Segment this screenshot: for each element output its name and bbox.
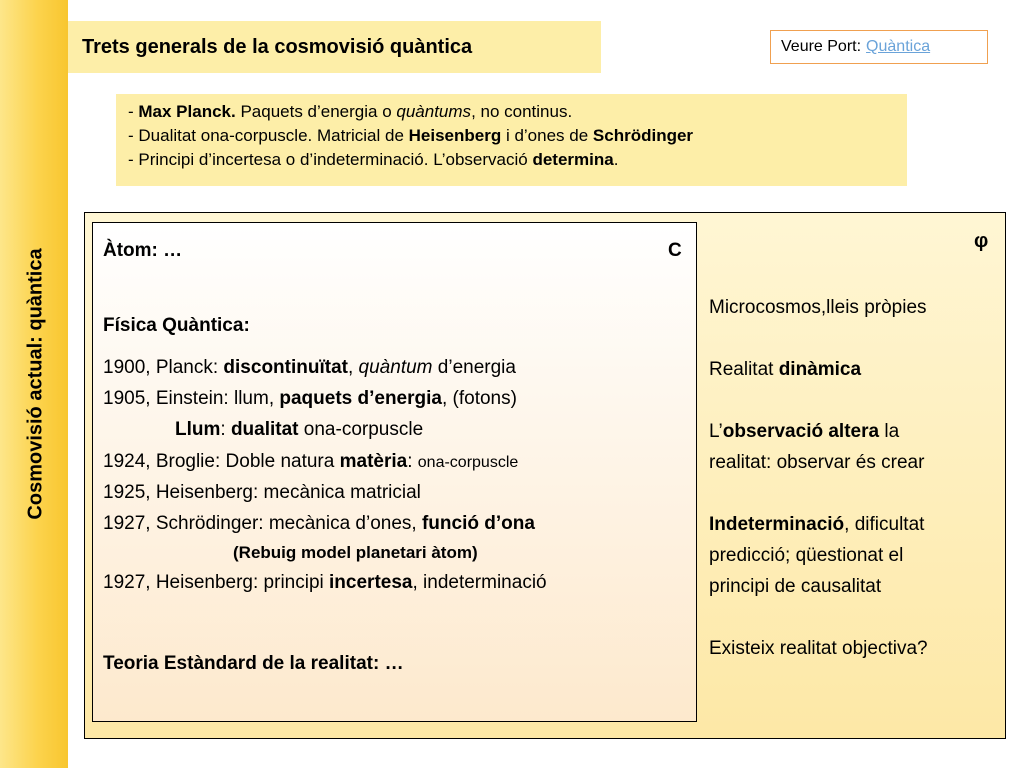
summary-text: i d’ones de: [501, 126, 593, 145]
summary-text: , no continus.: [471, 102, 573, 121]
summary-bold: Max Planck.: [138, 102, 236, 121]
summary-line-3: [128, 148, 907, 172]
spacer: [709, 602, 928, 633]
port-label: Veure Port:: [781, 38, 862, 55]
summary-bold: Schrödinger: [592, 126, 694, 145]
line-text: :: [407, 451, 418, 472]
line-text: , (fotons): [441, 388, 517, 409]
line-text: ,: [347, 357, 359, 378]
line-text: 1927, Schrödinger: mecànica d’ones,: [103, 513, 422, 534]
line-text: 1905, Einstein: llum,: [103, 388, 280, 409]
summary-text: - Dualitat ona-corpuscle. Matricial de: [128, 126, 409, 145]
right-bold: Indeterminació: [709, 514, 845, 535]
line-italic: quàntum: [358, 357, 433, 378]
line-1900: [103, 357, 516, 379]
line-bold: dualitat: [230, 419, 299, 440]
sidebar-title: Cosmovisió actual: quàntica: [24, 248, 47, 520]
right-text: Realitat: [709, 359, 779, 380]
line-text: 1927, Heisenberg: principi: [103, 572, 330, 593]
spacer: [709, 478, 928, 509]
teoria-heading: Teoria Estàndard de la realitat: …: [103, 653, 404, 674]
line-1927-heisenberg: [103, 572, 547, 594]
right-text: , dificultat: [844, 514, 925, 535]
c-label: C: [668, 240, 682, 261]
realitat-line: [709, 354, 928, 385]
obs-line-2: realitat: observar és crear: [709, 452, 925, 473]
summary-bold: Heisenberg: [408, 126, 502, 145]
page-title-text: Trets generals de la cosmovisió quàntica: [82, 35, 473, 58]
line-text-small: ona-corpuscle: [417, 454, 519, 471]
summary-italic: quàntums: [396, 102, 472, 121]
summary-text: -: [128, 102, 139, 121]
summary-box: [116, 94, 907, 186]
line-1927-schrodinger: [103, 513, 535, 535]
line-text: 1900, Planck:: [103, 357, 224, 378]
summary-text: Paquets d’energia o: [235, 102, 397, 121]
micro-line: Microcosmos,lleis pròpies: [709, 297, 927, 318]
line-text: 1924, Broglie: Doble natura: [103, 451, 340, 472]
line-rebuig: (Rebuig model planetari àtom): [233, 543, 478, 562]
right-bold: observació altera: [722, 421, 880, 442]
line-1905: [103, 388, 517, 410]
port-box: [770, 30, 988, 64]
phi-label: φ: [974, 230, 989, 252]
indet-line-2: predicció; qüestionat el: [709, 545, 904, 566]
existeix-line: Existeix realitat objectiva?: [709, 638, 928, 659]
line-bold: discontinuïtat: [223, 357, 348, 378]
obs-line-1: [709, 416, 928, 447]
physics-heading: Física Quàntica:: [103, 315, 250, 336]
line-text: d’energia: [432, 357, 516, 378]
line-1925: 1925, Heisenberg: mecànica matricial: [103, 482, 421, 503]
port-link[interactable]: Quàntica: [866, 38, 931, 55]
spacer: [709, 385, 928, 416]
summary-text: - Principi d’incertesa o d’indeterminació. L’observació: [128, 150, 533, 169]
line-1924: [103, 451, 518, 473]
right-bold: dinàmica: [778, 359, 862, 380]
indet-line-3: principi de causalitat: [709, 576, 882, 597]
line-bold: Llum: [175, 419, 221, 440]
right-text: la: [879, 421, 900, 442]
summary-line-1: [128, 100, 907, 124]
line-llum: [175, 419, 423, 441]
line-bold: paquets d’energia: [279, 388, 442, 409]
line-bold: matèria: [339, 451, 408, 472]
line-text: ona-corpuscle: [298, 419, 424, 440]
line-bold: incertesa: [329, 572, 413, 593]
physics-panel: [92, 222, 697, 722]
atom-heading: Àtom: …: [103, 240, 183, 261]
right-text: L’: [709, 421, 723, 442]
line-text: , indeterminació: [412, 572, 547, 593]
sidebar: [0, 0, 68, 768]
summary-text: .: [613, 150, 619, 169]
summary-line-2: [128, 124, 907, 148]
spacer: [709, 323, 928, 354]
line-bold: funció d’ona: [421, 513, 535, 534]
right-column: [709, 292, 928, 664]
page-title: [68, 21, 601, 73]
line-text: :: [220, 419, 231, 440]
summary-bold: determina: [532, 150, 614, 169]
indet-line-1: [709, 509, 928, 540]
